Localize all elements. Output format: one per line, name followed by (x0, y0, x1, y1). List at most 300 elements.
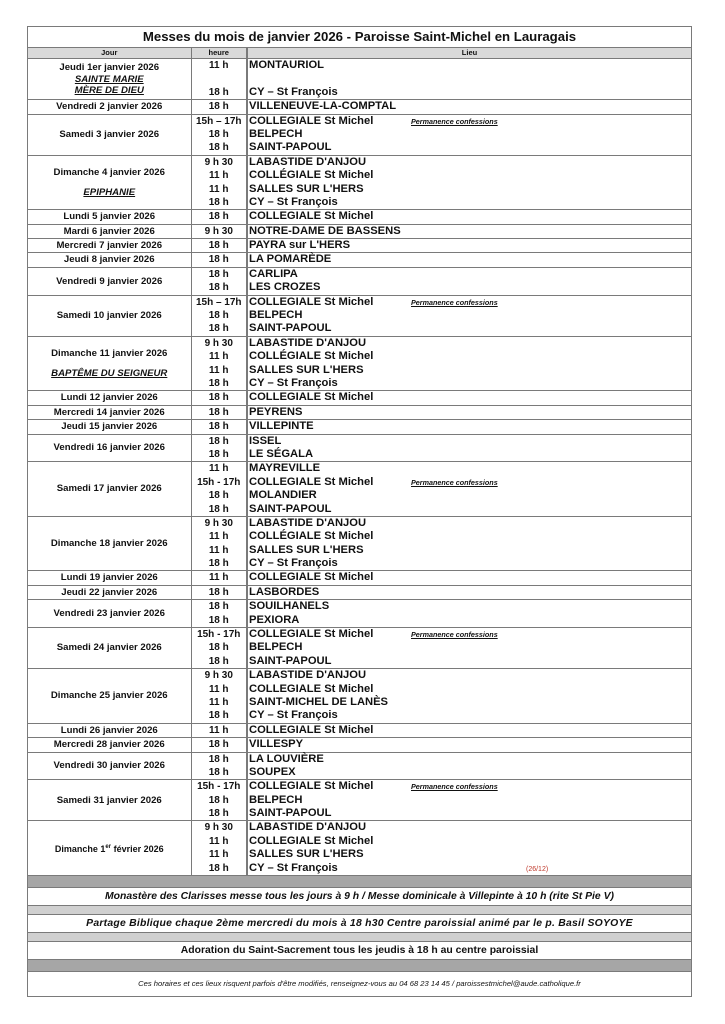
separator-band (28, 932, 691, 942)
schedule-day-row (28, 780, 691, 821)
mass-time: 9 h 30 (204, 156, 233, 168)
location-name: COLLEGIALE St Michel (249, 295, 374, 308)
mass-time: 18 h (208, 642, 229, 654)
mass-location (248, 766, 691, 779)
day-label: Mardi 6 janvier 2026 (63, 225, 155, 237)
mass-time: 18 h (208, 614, 229, 626)
day-cell (28, 100, 191, 114)
mass-location (248, 183, 691, 196)
schedule-day-row (28, 114, 691, 155)
mass-time: 18 h (208, 586, 229, 598)
places-cell (247, 210, 691, 224)
mass-location (248, 655, 691, 668)
mass-location (248, 309, 691, 322)
location-name: BELPECH (249, 641, 303, 654)
hours-cell (191, 780, 247, 821)
mass-location (248, 503, 691, 516)
location-name: SAINT-PAPOUL (249, 654, 332, 667)
confession-note: Permanence confessions (411, 116, 498, 126)
day-label: Jeudi 8 janvier 2026 (63, 254, 155, 266)
mass-location (248, 281, 691, 294)
places-cell (247, 600, 691, 628)
mass-location (248, 377, 691, 390)
places-cell (247, 224, 691, 238)
schedule-day-row (28, 600, 691, 628)
mass-location (248, 614, 691, 627)
mass-time: 11 h (209, 531, 229, 543)
separator-band (28, 875, 691, 888)
day-label: Dimanche 4 janvier 2026 (53, 167, 165, 179)
mass-location (248, 586, 691, 599)
mass-location (248, 268, 691, 281)
day-cell (28, 434, 191, 462)
mass-location (248, 210, 691, 223)
mass-time: 18 h (208, 739, 229, 751)
schedule-day-row (28, 516, 691, 571)
day-label: Dimanche 11 janvier 2026 (51, 348, 168, 360)
day-cell (28, 585, 191, 599)
day-label: Lundi 26 janvier 2026 (60, 724, 158, 736)
places-cell (247, 571, 691, 585)
schedule-day-row (28, 585, 691, 599)
mass-location (248, 835, 691, 848)
hours-cell (191, 239, 247, 253)
mass-location (248, 225, 691, 238)
location-name: SOUPEX (249, 765, 296, 778)
day-cell (28, 295, 191, 336)
mass-location (248, 72, 691, 85)
hours-cell (191, 336, 247, 391)
mass-location (248, 100, 691, 113)
hours-cell (191, 59, 247, 100)
day-cell (28, 516, 191, 571)
day-cell (28, 669, 191, 724)
hours-cell (191, 405, 247, 419)
location-name: SALLES SUR L'HERS (249, 848, 364, 861)
day-cell (28, 752, 191, 780)
location-name: PEXIORA (249, 613, 300, 626)
places-cell (247, 585, 691, 599)
mass-time: 18 h (208, 392, 229, 404)
bible-sharing-info: Partage Biblique chaque 2ème mercredi du mois à 18 h30 Centre paroissial animé par le p. Basil SOYOYE (86, 918, 633, 930)
location-name: LABASTIDE D'ANJOU (249, 516, 367, 529)
places-cell (247, 752, 691, 780)
day-cell (28, 59, 191, 100)
mass-time: 18 h (208, 211, 229, 223)
day-label: Samedi 31 janvier 2026 (56, 794, 162, 806)
schedule-day-row (28, 723, 691, 737)
day-label: Dimanche 18 janvier 2026 (50, 537, 168, 549)
day-label: Vendredi 23 janvier 2026 (53, 607, 165, 619)
mass-time: 18 h (208, 794, 229, 806)
location-name: LABASTIDE D'ANJOU (249, 821, 367, 834)
mass-location (248, 696, 691, 709)
mass-time: 11 h (209, 364, 229, 376)
day-label: Dimanche 1 (54, 843, 106, 854)
location-name: VILLENEUVE-LA-COMPTAL (249, 100, 397, 113)
location-name: MOLANDIER (249, 489, 317, 502)
location-name: COLLÉGIALE St Michel (249, 350, 374, 363)
mass-time: 11 h (209, 683, 229, 695)
mass-time: 18 h (208, 655, 229, 667)
day-cell (28, 628, 191, 669)
mass-location (248, 141, 691, 154)
day-label: Samedi 17 janvier 2026 (56, 483, 162, 495)
mass-time: 18 h (208, 268, 229, 280)
location-name: PAYRA sur L'HERS (249, 239, 351, 252)
location-name: LE SÉGALA (249, 447, 314, 460)
mass-location (248, 753, 691, 766)
location-name: CY – St François (249, 85, 338, 98)
mass-time: 18 h (208, 377, 229, 389)
day-label: Lundi 19 janvier 2026 (60, 572, 158, 584)
location-name: LES CROZES (249, 281, 321, 294)
location-name: VILLESPY (249, 738, 304, 751)
mass-location (248, 530, 691, 543)
mass-location (248, 391, 691, 404)
places-cell (247, 723, 691, 737)
location-name: LABASTIDE D'ANJOU (249, 336, 367, 349)
mass-location (248, 489, 691, 502)
hours-cell (191, 738, 247, 752)
hours-cell (191, 821, 247, 875)
location-name: CARLIPA (249, 267, 298, 280)
hours-cell (191, 267, 247, 295)
separator-band (28, 959, 691, 972)
location-name: SAINT-PAPOUL (249, 807, 332, 820)
places-cell (247, 155, 691, 210)
mass-time: 18 h (208, 808, 229, 820)
schedule-day-row (28, 59, 691, 100)
location-name: COLLEGIALE St Michel (249, 628, 374, 641)
schedule-day-row (28, 100, 691, 114)
mass-location (248, 196, 691, 209)
mass-time: 18 h (208, 421, 229, 433)
mass-location (248, 86, 691, 99)
mass-location (248, 115, 691, 128)
mass-location (248, 780, 691, 793)
mass-location (248, 253, 691, 266)
mass-time: 18 h (208, 490, 229, 502)
hours-cell (191, 752, 247, 780)
location-name: SAINT-PAPOUL (249, 141, 332, 154)
mass-time: 11 h (209, 544, 229, 556)
hours-cell (191, 571, 247, 585)
mass-time: 11 h (209, 835, 229, 847)
mass-time: 11 h (209, 572, 229, 584)
mass-location (248, 669, 691, 682)
day-cell (28, 391, 191, 405)
hours-cell (191, 434, 247, 462)
mass-location (248, 350, 691, 363)
day-cell (28, 253, 191, 267)
mass-time: 9 h 30 (204, 670, 233, 682)
mass-location (248, 59, 691, 72)
day-label-rest: février 2026 (111, 843, 164, 854)
location-name: COLLEGIALE St Michel (249, 780, 374, 793)
location-name: SAINT-MICHEL DE LANÈS (249, 695, 389, 708)
location-name: CY – St François (249, 861, 338, 874)
mass-location (248, 628, 691, 641)
day-label: Samedi 10 janvier 2026 (56, 309, 162, 321)
mass-time: 15h - 17h (197, 629, 241, 641)
day-cell (28, 114, 191, 155)
day-label: Jeudi 1er janvier 2026 (59, 62, 160, 74)
day-cell (28, 821, 191, 875)
mass-location (248, 557, 691, 570)
location-name: MAYREVILLE (249, 462, 321, 475)
mass-time: 15h – 17h (195, 115, 242, 127)
schedule-day-row (28, 571, 691, 585)
places-cell (247, 336, 691, 391)
adoration-info: Adoration du Saint-Sacrement tous les jeudis à 18 h au centre paroissial (180, 945, 539, 957)
schedule-day-row (28, 405, 691, 419)
day-cell (28, 336, 191, 391)
location-name: BELPECH (249, 793, 303, 806)
schedule-day-row (28, 821, 691, 875)
mass-location (248, 406, 691, 419)
mass-location (248, 807, 691, 820)
schedule-day-row (28, 155, 691, 210)
schedule-day-row (28, 210, 691, 224)
mass-location (248, 794, 691, 807)
mass-time: 18 h (208, 710, 229, 722)
mass-location (248, 848, 691, 861)
mass-time: 18 h (208, 196, 229, 208)
mass-time: 11 h (209, 724, 229, 736)
hours-cell (191, 253, 247, 267)
mass-time: 9 h 30 (204, 822, 233, 834)
mass-schedule-sheet (27, 26, 692, 997)
mass-location (248, 364, 691, 377)
confession-note: Permanence confessions (411, 477, 498, 487)
mass-time: 18 h (208, 435, 229, 447)
schedule-day-row (28, 295, 691, 336)
mass-time: 15h - 17h (197, 476, 241, 488)
mass-time: 18 h (208, 323, 229, 335)
location-name: BELPECH (249, 309, 303, 322)
mass-time: 11 h (209, 170, 229, 182)
mass-location (248, 517, 691, 530)
day-label: Mercredi 7 janvier 2026 (56, 240, 163, 252)
mass-location (248, 724, 691, 737)
schedule-day-row (28, 420, 691, 434)
location-name: CY – St François (249, 195, 338, 208)
schedule-day-row (28, 391, 691, 405)
location-name: LABASTIDE D'ANJOU (249, 155, 367, 168)
day-label: Samedi 24 janvier 2026 (56, 642, 162, 654)
schedule-day-row (28, 253, 691, 267)
mass-time: 9 h 30 (204, 337, 233, 349)
location-name: SALLES SUR L'HERS (249, 543, 364, 556)
places-cell (247, 239, 691, 253)
mass-time: 18 h (208, 448, 229, 460)
confession-note: Permanence confessions (411, 782, 498, 792)
schedule-day-row (28, 669, 691, 724)
location-name: CY – St François (249, 709, 338, 722)
day-label: Jeudi 22 janvier 2026 (61, 586, 158, 598)
day-label: Mercredi 14 janvier 2026 (53, 406, 165, 418)
mass-location (248, 296, 691, 309)
mass-location (248, 544, 691, 557)
schedule-day-row (28, 224, 691, 238)
day-cell (28, 224, 191, 238)
day-label: Lundi 12 janvier 2026 (60, 392, 158, 404)
day-label: Vendredi 2 janvier 2026 (56, 101, 163, 113)
mass-location (248, 337, 691, 350)
mass-location (248, 641, 691, 654)
location-name: COLLEGIALE St Michel (249, 114, 374, 127)
hours-cell (191, 114, 247, 155)
hours-cell (191, 391, 247, 405)
hours-cell (191, 516, 247, 571)
location-name: LA LOUVIÈRE (249, 752, 324, 765)
places-cell (247, 434, 691, 462)
hours-cell (191, 462, 247, 517)
mass-location (248, 156, 691, 169)
places-cell (247, 738, 691, 752)
location-name: NOTRE-DAME DE BASSENS (249, 224, 401, 237)
places-cell (247, 780, 691, 821)
mass-time: 18 h (208, 406, 229, 418)
places-cell (247, 405, 691, 419)
day-label: Vendredi 16 janvier 2026 (53, 442, 165, 454)
mass-time: 18 h (208, 282, 229, 294)
hours-cell (191, 224, 247, 238)
column-header-day: Jour (28, 48, 191, 59)
location-name: SOUILHANELS (249, 600, 330, 613)
mass-location (248, 128, 691, 141)
location-name: MONTAURIOL (249, 59, 324, 71)
day-ordinal-suffix: er (105, 843, 112, 850)
schedule-table (28, 48, 691, 875)
column-header-hour: heure (191, 48, 247, 59)
location-name: COLLEGIALE St Michel (249, 571, 374, 584)
location-name: LABASTIDE D'ANJOU (249, 669, 367, 682)
day-cell (28, 600, 191, 628)
confession-note: Permanence confessions (411, 630, 498, 640)
schedule-day-row (28, 738, 691, 752)
location-name: BELPECH (249, 127, 303, 140)
location-name: LASBORDES (249, 585, 320, 598)
confession-note: Permanence confessions (411, 297, 498, 307)
mass-location (248, 169, 691, 182)
mass-time: 18 h (208, 503, 229, 515)
mass-time: 18 h (208, 240, 229, 252)
location-name: LA POMARÈDE (249, 253, 332, 266)
location-name: COLLÉGIALE St Michel (249, 530, 374, 543)
location-name: COLLEGIALE St Michel (249, 391, 374, 404)
mass-location (248, 476, 691, 489)
mass-location (248, 683, 691, 696)
mass-location (248, 738, 691, 751)
schedule-body (28, 59, 691, 876)
day-label: Samedi 3 janvier 2026 (59, 128, 160, 140)
places-cell (247, 821, 691, 875)
separator-band (28, 905, 691, 915)
mass-time: 18 h (208, 86, 229, 98)
page-title: Messes du mois de janvier 2026 - Paroisse Saint-Michel en Lauragais (28, 27, 691, 48)
mass-time: 9 h 30 (204, 517, 233, 529)
places-cell (247, 114, 691, 155)
places-cell (247, 420, 691, 434)
mass-time: 11 h (209, 60, 229, 71)
footer-disclaimer: Ces horaires et ces lieux risquent parfois d'être modifiés, renseignez-vous au 04 68 23 14 45 / paroissestmichel@aude.catholique.fr (138, 979, 581, 989)
hours-cell (191, 628, 247, 669)
mass-time: 18 h (208, 101, 229, 113)
day-label: Dimanche 25 janvier 2026 (50, 690, 168, 702)
column-header-place: Lieu (247, 48, 691, 59)
location-name: ISSEL (249, 434, 282, 447)
mass-location (248, 435, 691, 448)
day-cell (28, 723, 191, 737)
mass-time: 11 h (209, 696, 229, 708)
mass-location (248, 462, 691, 475)
day-cell (28, 210, 191, 224)
day-label: Jeudi 15 janvier 2026 (61, 421, 158, 433)
schedule-day-row (28, 462, 691, 517)
hours-cell (191, 723, 247, 737)
schedule-day-row (28, 434, 691, 462)
hours-cell (191, 585, 247, 599)
hours-cell (191, 420, 247, 434)
day-cell (28, 155, 191, 210)
mass-time: 18 h (208, 254, 229, 266)
location-name: SALLES SUR L'HERS (249, 182, 364, 195)
mass-time: 18 h (208, 601, 229, 613)
schedule-day-row (28, 267, 691, 295)
mass-location (248, 239, 691, 252)
mass-time (192, 72, 247, 85)
location-name: COLLÉGIALE St Michel (249, 169, 374, 182)
mass-location (248, 448, 691, 461)
mass-time: 18 h (208, 142, 229, 154)
feast-label: EPIPHANIE (83, 186, 136, 198)
places-cell (247, 391, 691, 405)
revision-reference: (26/12) (526, 865, 549, 873)
location-name: COLLEGIALE St Michel (249, 834, 374, 847)
location-name: CY – St François (249, 557, 338, 570)
day-label: Mercredi 28 janvier 2026 (53, 739, 165, 751)
monastery-info: Monastère des Clarisses messe tous les jours à 9 h / Messe dominicale à Villepinte à 10 h (rite St Pie V) (105, 891, 614, 903)
schedule-day-row (28, 239, 691, 253)
location-name: COLLEGIALE St Michel (249, 723, 374, 736)
places-cell (247, 516, 691, 571)
mass-time: 9 h 30 (204, 225, 233, 237)
mass-location (248, 709, 691, 722)
mass-time: 18 h (208, 558, 229, 570)
hours-cell (191, 155, 247, 210)
places-cell (247, 253, 691, 267)
mass-time: 18 h (208, 766, 229, 778)
day-label: Vendredi 9 janvier 2026 (56, 275, 163, 287)
location-name: SAINT-PAPOUL (249, 322, 332, 335)
location-name: SALLES SUR L'HERS (249, 363, 364, 376)
mass-location (248, 600, 691, 613)
mass-location (248, 571, 691, 584)
mass-time: 15h – 17h (195, 296, 242, 308)
hours-cell (191, 210, 247, 224)
day-cell (28, 571, 191, 585)
places-cell (247, 628, 691, 669)
places-cell (247, 59, 691, 100)
feast-label: SAINTE MARIE MÈRE DE DIEU (74, 73, 144, 96)
mass-time: 11 h (209, 463, 229, 475)
mass-time: 18 h (208, 128, 229, 140)
location-name: COLLEGIALE St Michel (249, 475, 374, 488)
mass-time: 15h - 17h (197, 781, 241, 793)
mass-location (248, 862, 691, 875)
